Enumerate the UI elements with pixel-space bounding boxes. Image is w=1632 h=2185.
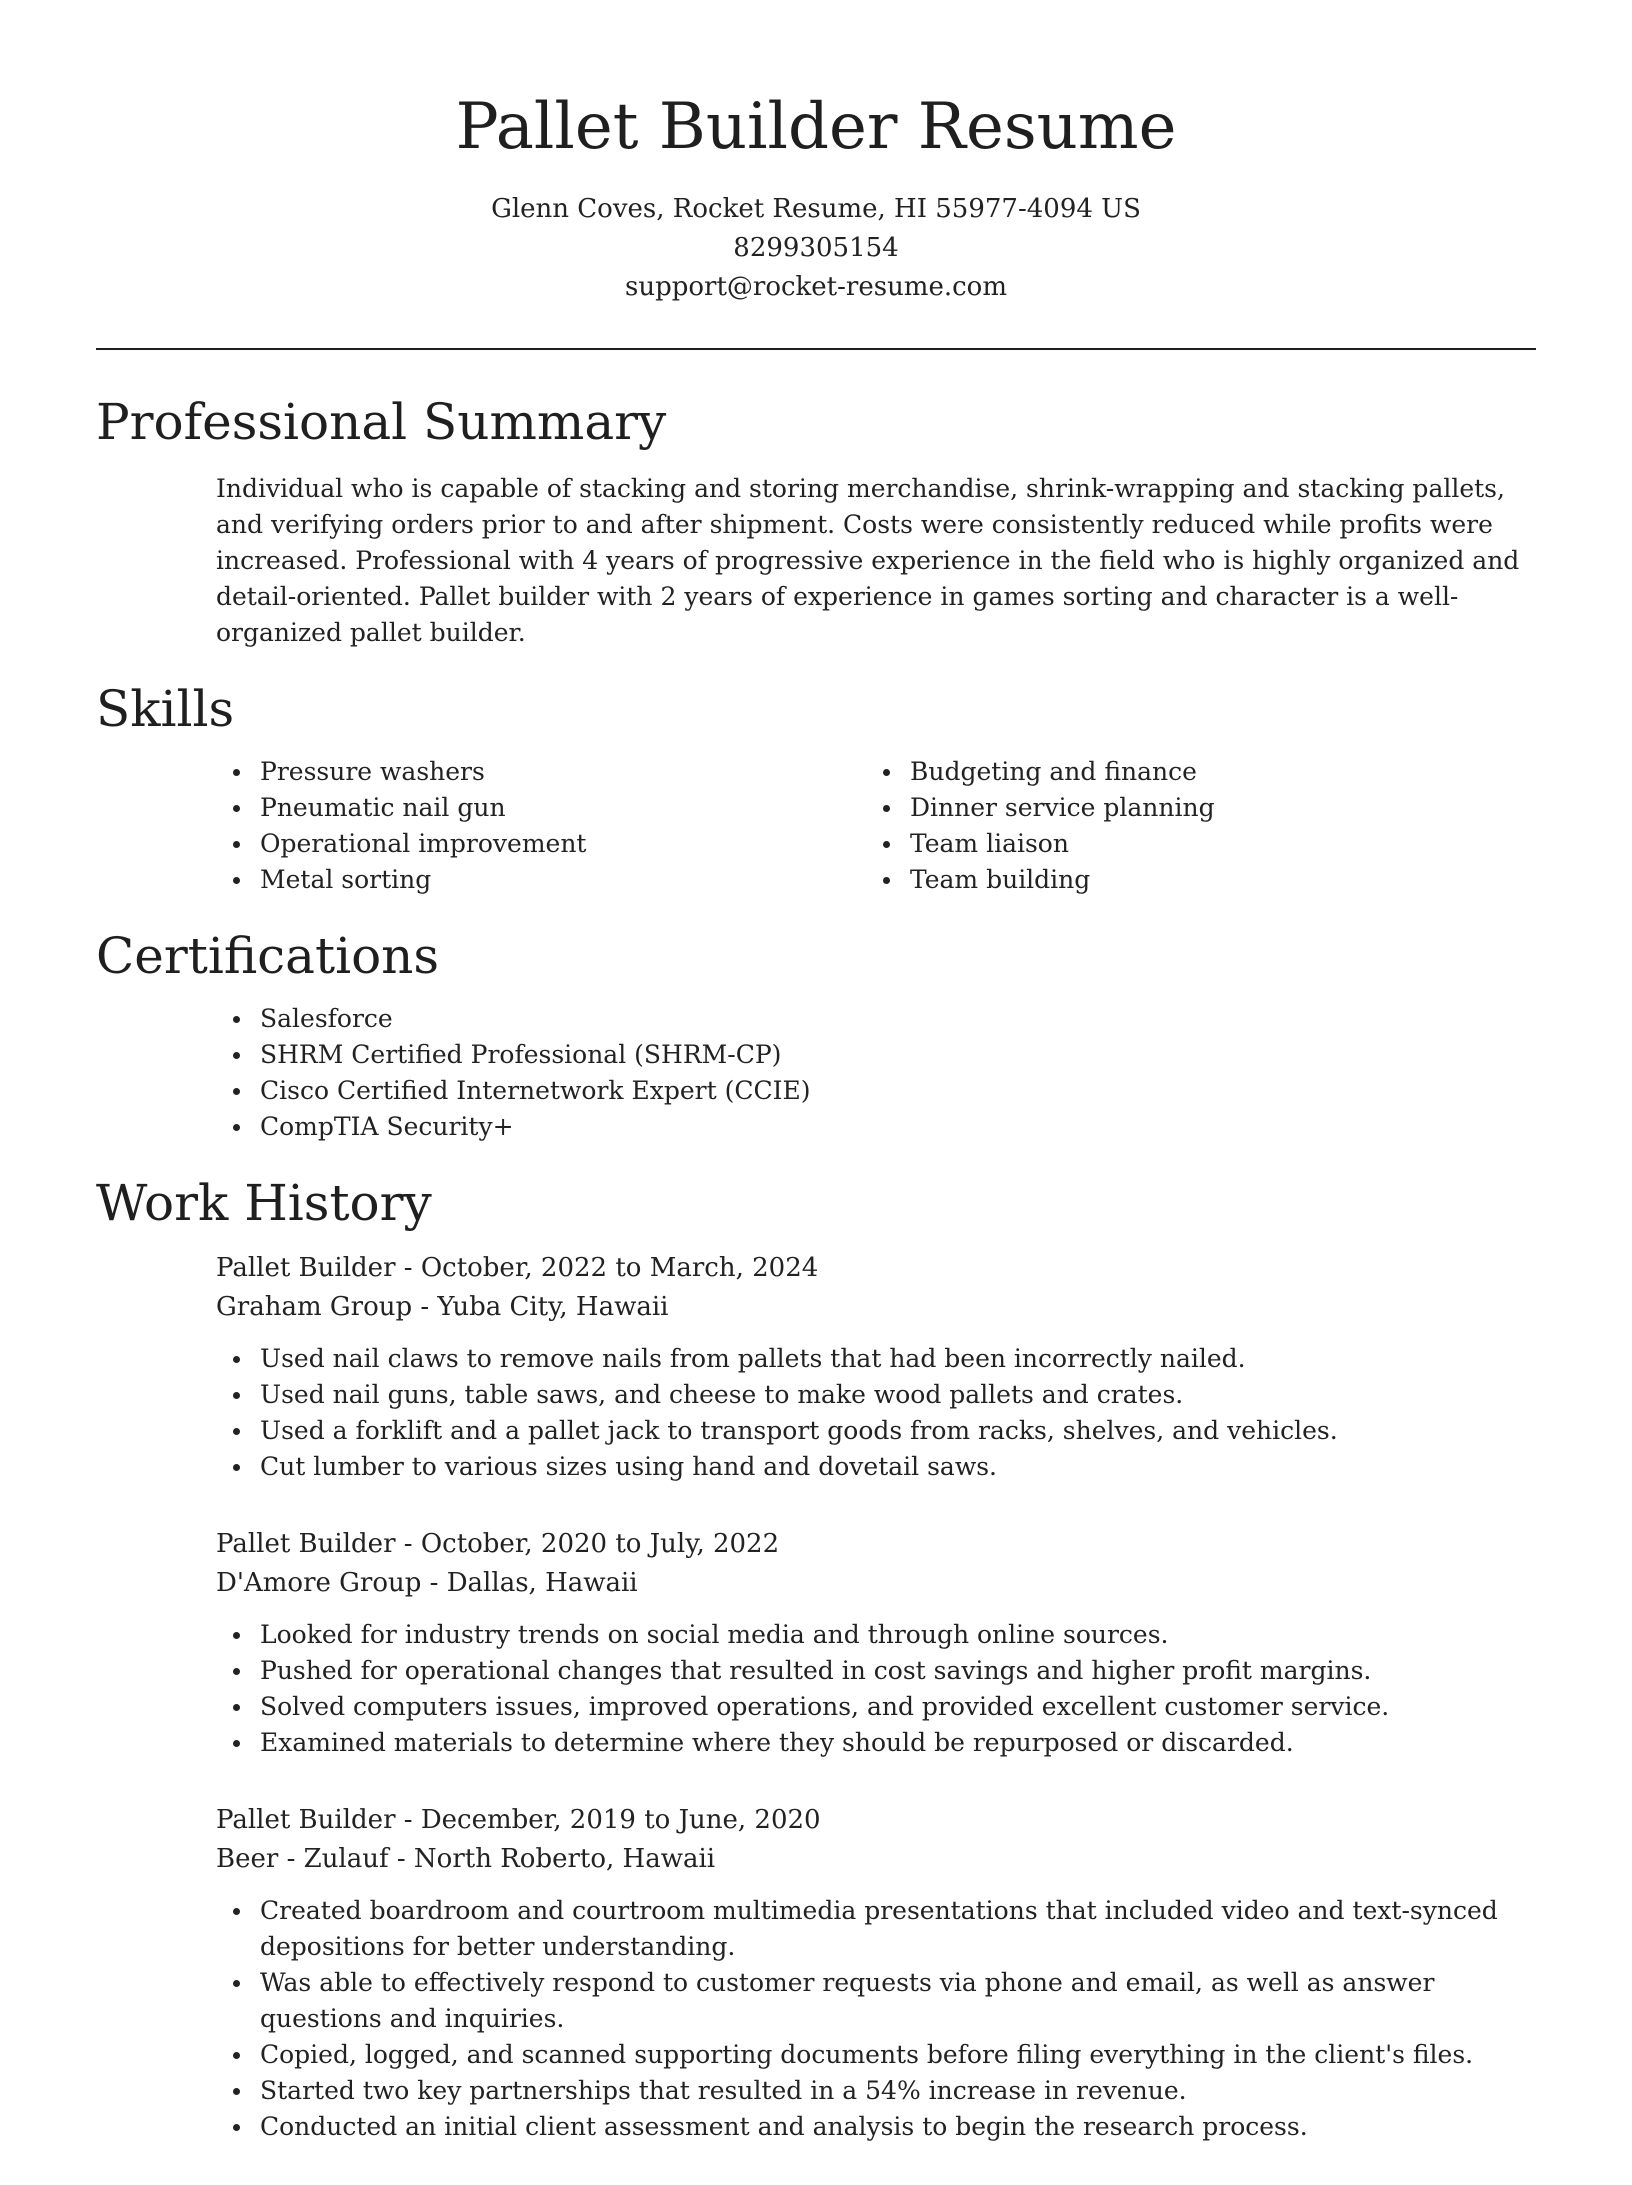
job-duties — [216, 1341, 1536, 1485]
skills-column-left — [216, 754, 866, 898]
job-title-line: Pallet Builder - December, 2019 to June, 2020 — [216, 1805, 821, 1835]
job-duty: Copied, logged, and scanned supporting documents before filing everything in the client's files. — [216, 2037, 1536, 2073]
job-duty: Cut lumber to various sizes using hand and dovetail saws. — [216, 1449, 1536, 1485]
certifications-heading: Certifications — [96, 927, 440, 985]
job-duty: Looked for industry trends on social media and through online sources. — [216, 1617, 1536, 1653]
resume-page — [96, 0, 1536, 2185]
skill-item: Team building — [866, 862, 1516, 898]
skills-list — [216, 754, 1536, 898]
work-history-list — [96, 1249, 1536, 2145]
job-title-line: Pallet Builder - October, 2022 to March, 2024 — [216, 1253, 819, 1283]
skill-item: Pressure washers — [216, 754, 866, 790]
job-duties — [216, 1617, 1536, 1761]
job-entry — [216, 1525, 1536, 1761]
certification-item: SHRM Certified Professional (SHRM-CP) — [216, 1037, 1536, 1073]
job-company-line: Graham Group - Yuba City, Hawaii — [216, 1292, 669, 1322]
skill-item: Dinner service planning — [866, 790, 1516, 826]
skill-item: Team liaison — [866, 826, 1516, 862]
job-duty: Examined materials to determine where they should be repurposed or discarded. — [216, 1725, 1536, 1761]
work-history-heading: Work History — [96, 1174, 432, 1232]
contact-address: Glenn Coves, Rocket Resume, HI 55977-4094 US — [491, 194, 1141, 224]
contact-block — [96, 190, 1536, 307]
job-entry — [216, 1801, 1536, 2145]
summary-heading: Professional Summary — [96, 393, 667, 451]
skills-column-right — [866, 754, 1516, 898]
resume-title: Pallet Builder Resume — [455, 90, 1177, 164]
job-duty: Started two key partnerships that resulted in a 54% increase in revenue. — [216, 2073, 1536, 2109]
job-duty: Was able to effectively respond to customer requests via phone and email, as well as answer questions and inquiries. — [216, 1965, 1536, 2037]
job-duties — [216, 1893, 1536, 2145]
skill-item: Pneumatic nail gun — [216, 790, 866, 826]
job-entry — [216, 1249, 1536, 1485]
job-duty: Used nail guns, table saws, and cheese to make wood pallets and crates. — [216, 1377, 1536, 1413]
job-duty: Used nail claws to remove nails from pallets that had been incorrectly nailed. — [216, 1341, 1536, 1377]
skill-item: Budgeting and finance — [866, 754, 1516, 790]
summary-text: Individual who is capable of stacking and storing merchandise, shrink-wrapping and stacking pallets, and verifying orders prior to and after shipment. Costs were consistently reduced while profits were increased. Professional with 4 years of progressive experience in the field who is highly organized and detail-oriented. Pallet builder with 2 years of experience in games sorting and character is a well-organized pallet builder. — [216, 474, 1520, 647]
job-duty: Pushed for operational changes that resulted in cost savings and higher profit margins. — [216, 1653, 1536, 1689]
job-company-line: D'Amore Group - Dallas, Hawaii — [216, 1568, 638, 1598]
skill-item: Operational improvement — [216, 826, 866, 862]
job-duty: Created boardroom and courtroom multimedia presentations that included video and text-synced depositions for better understanding. — [216, 1893, 1536, 1965]
certification-item: Cisco Certified Internetwork Expert (CCIE) — [216, 1073, 1536, 1109]
skill-item: Metal sorting — [216, 862, 866, 898]
skills-heading: Skills — [96, 680, 235, 738]
certification-item: Salesforce — [216, 1001, 1536, 1037]
certifications-list — [216, 1001, 1536, 1145]
job-company-line: Beer - Zulauf - North Roberto, Hawaii — [216, 1844, 716, 1874]
job-title-line: Pallet Builder - October, 2020 to July, 2022 — [216, 1529, 780, 1559]
contact-email: support@rocket-resume.com — [624, 272, 1007, 302]
job-duty: Solved computers issues, improved operations, and provided excellent customer service. — [216, 1689, 1536, 1725]
job-duty: Conducted an initial client assessment and analysis to begin the research process. — [216, 2109, 1536, 2145]
job-duty: Used a forklift and a pallet jack to transport goods from racks, shelves, and vehicles. — [216, 1413, 1536, 1449]
header-divider — [96, 348, 1536, 350]
contact-phone: 8299305154 — [733, 233, 899, 263]
certification-item: CompTIA Security+ — [216, 1109, 1536, 1145]
